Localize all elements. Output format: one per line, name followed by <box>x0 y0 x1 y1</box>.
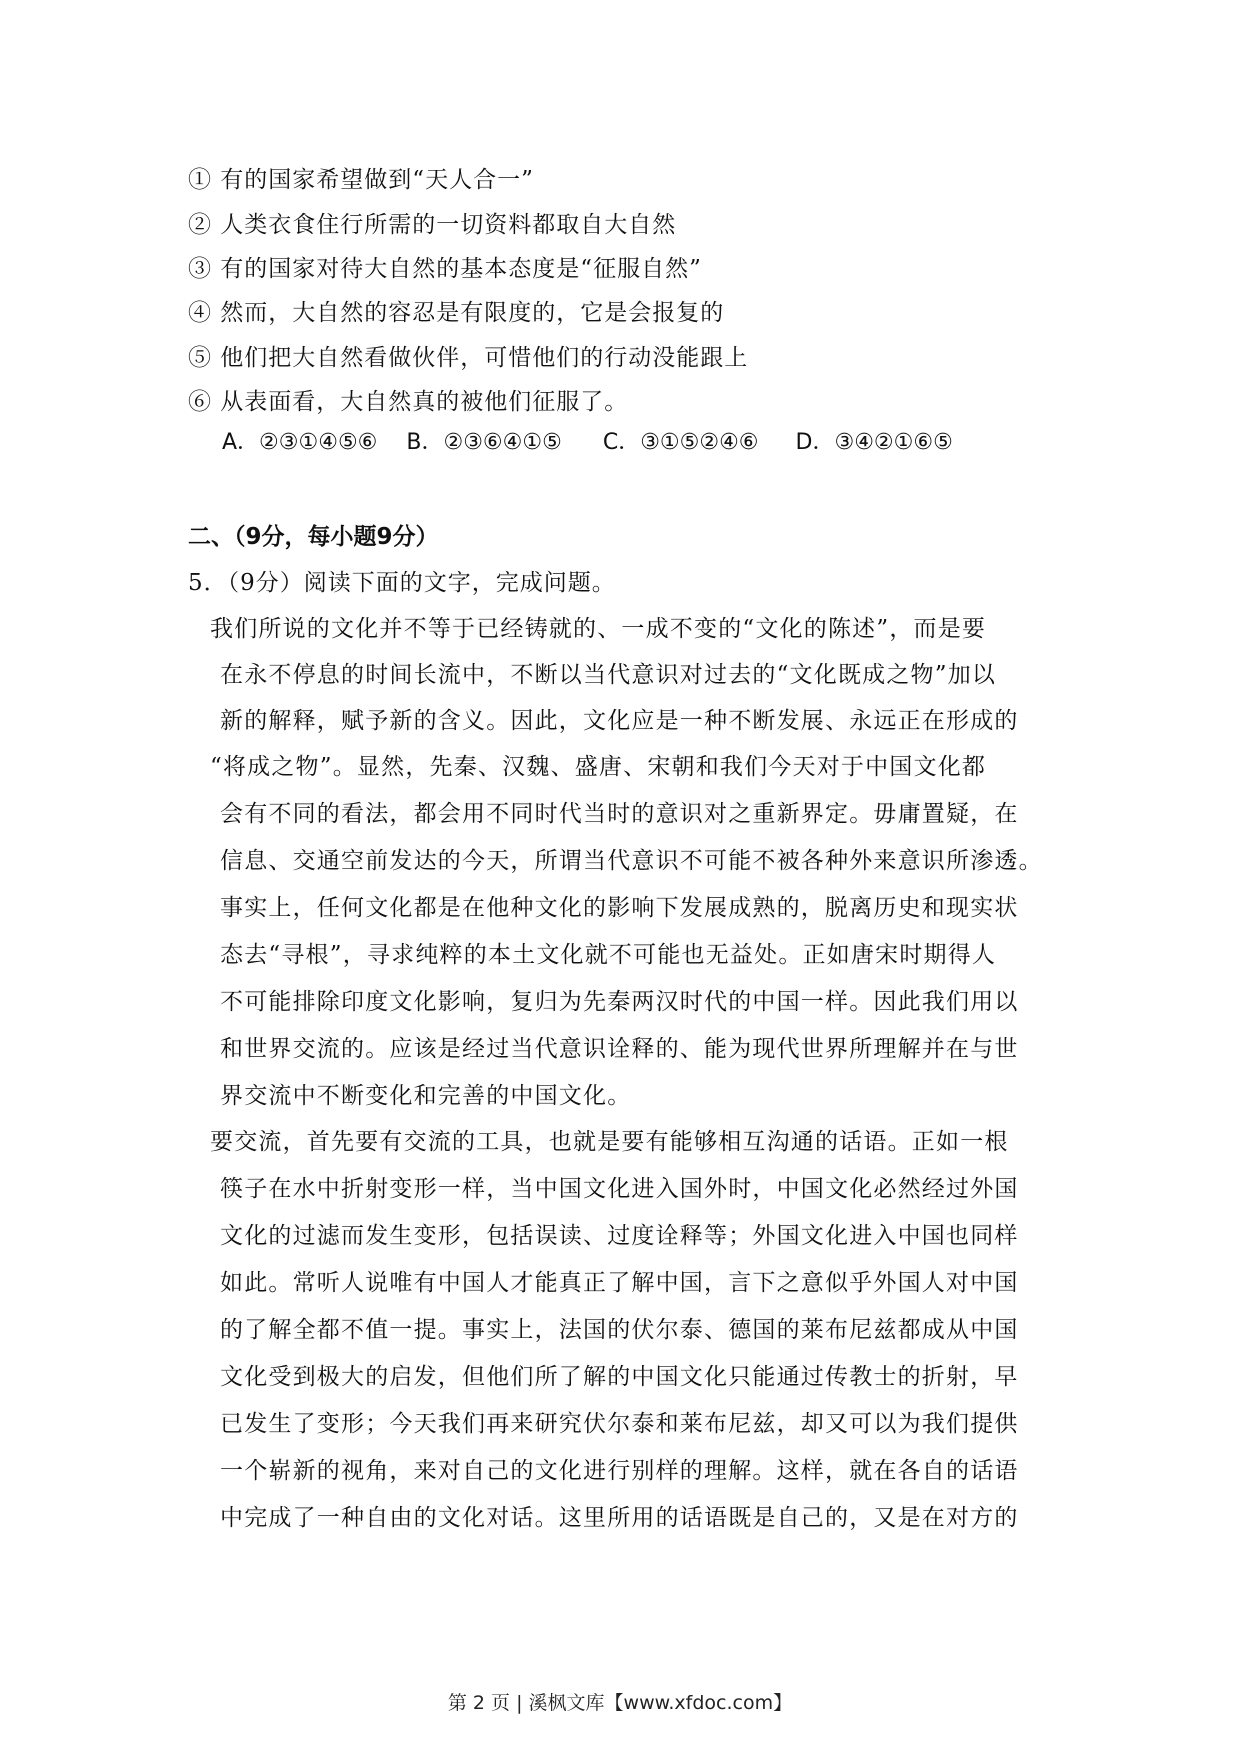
statement-1: ① 有的国家希望做到“天人合一” <box>188 167 534 193</box>
page-footer: 第 2 页 | 溪枫文库【www.xfdoc.com】 <box>447 1692 793 1714</box>
passage-line: 中完成了一种自由的文化对话。这里所用的话语既是自己的，又是在对方的 <box>220 1505 1019 1531</box>
passage-line: 态去“寻根”，寻求纯粹的本土文化就不可能也无益处。正如唐宋时期得人 <box>220 942 997 968</box>
passage-line: 要交流，首先要有交流的工具，也就是要有能够相互沟通的话语。正如一根 <box>210 1129 1009 1155</box>
section-heading: 二、（9分，每小题9分） <box>188 524 439 550</box>
passage-line: 筷子在水中折射变形一样，当中国文化进入国外时，中国文化必然经过外国 <box>220 1176 1019 1202</box>
statement-4: ④ 然而，大自然的容忍是有限度的，它是会报复的 <box>188 300 725 326</box>
passage-line: 不可能排除印度文化影响，复归为先秦两汉时代的中国一样。因此我们用以 <box>220 989 1019 1015</box>
passage-line: 界交流中不断变化和完善的中国文化。 <box>220 1083 632 1109</box>
passage-line: 信息、交通空前发达的今天，所谓当代意识不可能不被各种外来意识所渗透。 <box>220 848 1043 874</box>
passage-line: 和世界交流的。应该是经过当代意识诠释的、能为现代世界所理解并在与世 <box>220 1036 1019 1062</box>
option-d: D．③④②①⑥⑤ <box>795 430 953 455</box>
passage-line: 已发生了变形；今天我们再来研究伏尔泰和莱布尼兹，却又可以为我们提供 <box>220 1411 1019 1437</box>
option-c: C．③①⑤②④⑥ <box>602 430 759 455</box>
passage-line: 在永不停息的时间长流中，不断以当代意识对过去的“文化既成之物”加以 <box>220 662 997 688</box>
answer-options <box>222 428 953 458</box>
passage-line: 事实上，任何文化都是在他种文化的影响下发展成熟的，脱离历史和现实状 <box>220 895 1019 921</box>
statement-6: ⑥ 从表面看，大自然真的被他们征服了。 <box>188 389 629 415</box>
statement-3: ③ 有的国家对待大自然的基本态度是“征服自然” <box>188 256 702 282</box>
question-intro: 5．（9分）阅读下面的文字，完成问题。 <box>188 570 616 596</box>
passage-line: 一个崭新的视角，来对自己的文化进行别样的理解。这样，就在各自的话语 <box>220 1458 1019 1484</box>
statement-5: ⑤ 他们把大自然看做伙伴，可惜他们的行动没能跟上 <box>188 345 749 371</box>
passage-line: 文化的过滤而发生变形，包括误读、过度诠释等；外国文化进入中国也同样 <box>220 1223 1019 1249</box>
option-b: B．②③⑥④①⑤ <box>406 430 562 455</box>
passage-line: 文化受到极大的启发，但他们所了解的中国文化只能通过传教士的折射，早 <box>220 1364 1019 1390</box>
passage-line: 的了解全都不值一提。事实上，法国的伏尔泰、德国的莱布尼兹都成从中国 <box>220 1317 1019 1343</box>
passage-line: “将成之物”。显然，先秦、汉魏、盛唐、宋朝和我们今天对于中国文化都 <box>210 754 987 780</box>
passage-line: 如此。常听人说唯有中国人才能真正了解中国，言下之意似乎外国人对中国 <box>220 1270 1019 1296</box>
passage-line: 我们所说的文化并不等于已经铸就的、一成不变的“文化的陈述”，而是要 <box>210 616 987 642</box>
passage-line: 新的解释，赋予新的含义。因此，文化应是一种不断发展、永远正在形成的 <box>220 708 1019 734</box>
option-a: A．②③①④⑤⑥ <box>222 430 378 455</box>
passage-line: 会有不同的看法，都会用不同时代当时的意识对之重新界定。毋庸置疑，在 <box>220 801 1019 827</box>
statement-2: ② 人类衣食住行所需的一切资料都取自大自然 <box>188 212 677 238</box>
